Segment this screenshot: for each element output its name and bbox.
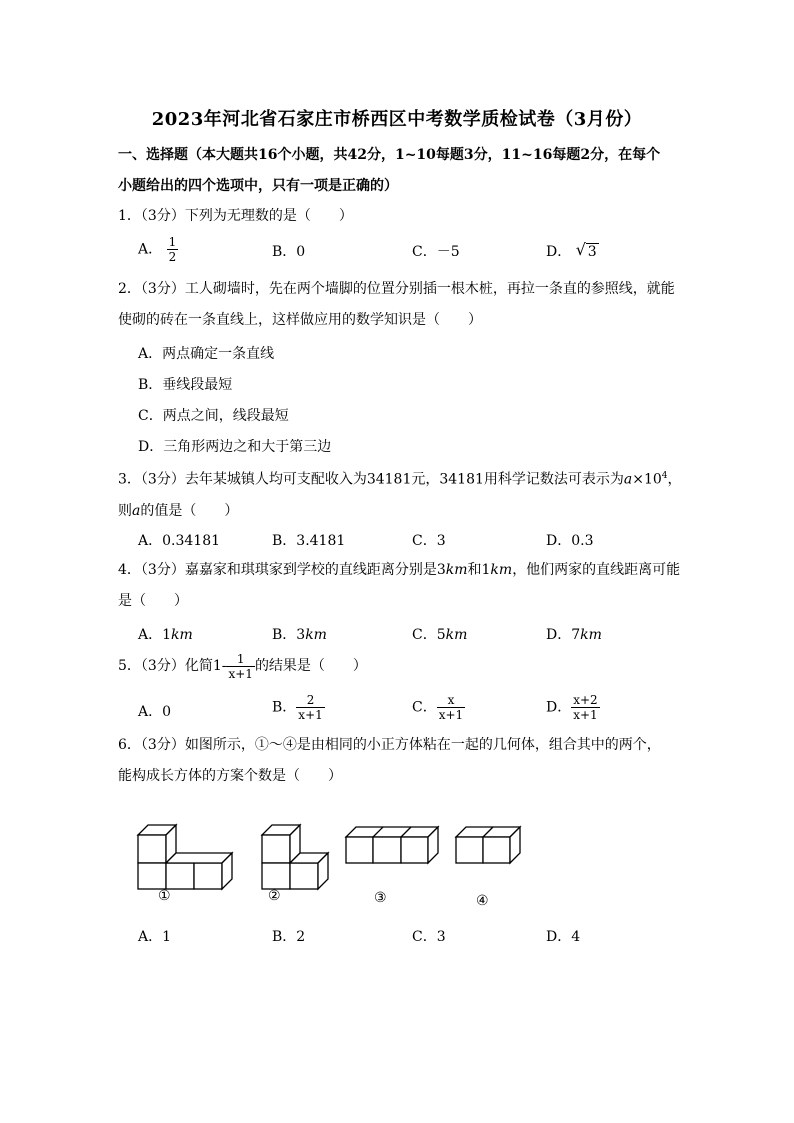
question-3-line2: 则a的值是（ ） [118, 502, 239, 519]
question-6-line2: 能构成长方体的方案个数是（ ） [118, 768, 342, 784]
question-3 [118, 461, 688, 527]
question-6-line1: 6．（3分）如图所示，①～④是由相同的小正方体粘在一起的几何体，组合其中的两个， [118, 737, 661, 753]
q1-option-a: A． $\frac{1}{2}$ [138, 235, 177, 264]
figure-label-4: ④ [476, 893, 489, 909]
question-4-line1: 4．（3分）嘉嘉家和琪琪家到学校的直线距离分别是3km和1km，他们两家的直线距离可能 [118, 562, 681, 578]
q2-option-d: D．三角形两边之和大于第三边 [138, 439, 332, 455]
q2-option-a: A．两点确定一条直线 [138, 346, 275, 362]
q6-option-c: C．3 [412, 929, 446, 945]
question-6 [118, 730, 688, 792]
square-root: √ 3 [575, 240, 597, 260]
fraction: $\frac{1}{2}$ [168, 235, 177, 264]
q5-option-b: B． $\frac{2}{x+1}$ [272, 693, 323, 722]
solid-1 [138, 825, 232, 889]
section-heading-line1: 一、选择题（本大题共16个小题，共42分，1~10每题3分，11~16每题2分，在每个 [118, 147, 661, 163]
q4-option-a: A．1km [138, 627, 193, 643]
figure-label-2: ② [268, 888, 281, 904]
q6-option-a: A．1 [138, 929, 172, 945]
question-5-options [138, 693, 678, 729]
question-4-options [138, 624, 678, 654]
q4-option-d: D．7km [546, 627, 602, 643]
page-title: 2023年河北省石家庄市桥西区中考数学质检试卷（3月份） [151, 109, 643, 130]
q3-option-d: D．0.3 [546, 533, 594, 549]
q3-option-c: C．3 [412, 533, 446, 549]
radical-sign-icon: √ [575, 240, 586, 259]
fraction: $\frac{x}{x+1}$ [438, 693, 464, 722]
q3-option-a: A．0.34181 [138, 533, 221, 549]
question-2 [118, 274, 688, 336]
q2-option-c: C．两点之间，线段最短 [138, 408, 289, 424]
question-2-line2: 使砌的砖在一条直线上，这样做应用的数学知识是（ ） [118, 312, 482, 328]
q5-option-d: D． $\frac{x+2}{x+1}$ [546, 693, 598, 722]
question-1-options [138, 235, 678, 265]
q4-option-b: B．3km [272, 627, 327, 643]
question-5: 5．（3分）化简1- $\frac{1}{x+1}$ 的结果是（ ） [118, 651, 367, 681]
fraction: $\frac{2}{x+1}$ [298, 693, 323, 722]
question-4 [118, 555, 688, 617]
section-heading-line2: 小题给出的四个选项中，只有一项是正确的） [118, 178, 398, 194]
question-4-line2: 是（ ） [118, 593, 188, 609]
section-heading [118, 140, 678, 202]
q5-option-c: C． $\frac{x}{x+1}$ [412, 693, 464, 722]
q4-option-c: C．5km [412, 627, 468, 643]
figure-label-1: ① [158, 888, 171, 904]
figure-label-3: ③ [374, 890, 387, 906]
question-6-options [138, 926, 678, 956]
q1-option-c: C．－5 [412, 244, 460, 260]
q6-option-d: D．4 [546, 929, 581, 945]
solid-2 [262, 825, 328, 889]
fraction: $\frac{x+2}{x+1}$ [573, 693, 598, 722]
solid-4 [456, 827, 520, 863]
q1-option-d: D． √ 3 [546, 240, 597, 260]
q5-option-a: A．0 [138, 704, 172, 720]
solid-3 [346, 827, 438, 863]
fraction: $\frac{1}{x+1}$ [228, 651, 253, 681]
q3-option-b: B．3.4181 [272, 533, 346, 549]
q6-option-b: B．2 [272, 929, 306, 945]
question-1: 1．（3分）下列为无理数的是（ ） [118, 208, 353, 224]
q2-option-b: B．垂线段最短 [138, 377, 233, 393]
q1-option-b: B．0 [272, 244, 306, 260]
question-3-line1: 3．（3分）去年某城镇人均可支配收入为34181元，34181用科学记数法可表示为$a\times 10^4$， [118, 471, 682, 488]
question-2-line1: 2．（3分）工人砌墙时，先在两个墙脚的位置分别插一根木桩，再拉一条直的参照线，就能 [118, 281, 675, 297]
